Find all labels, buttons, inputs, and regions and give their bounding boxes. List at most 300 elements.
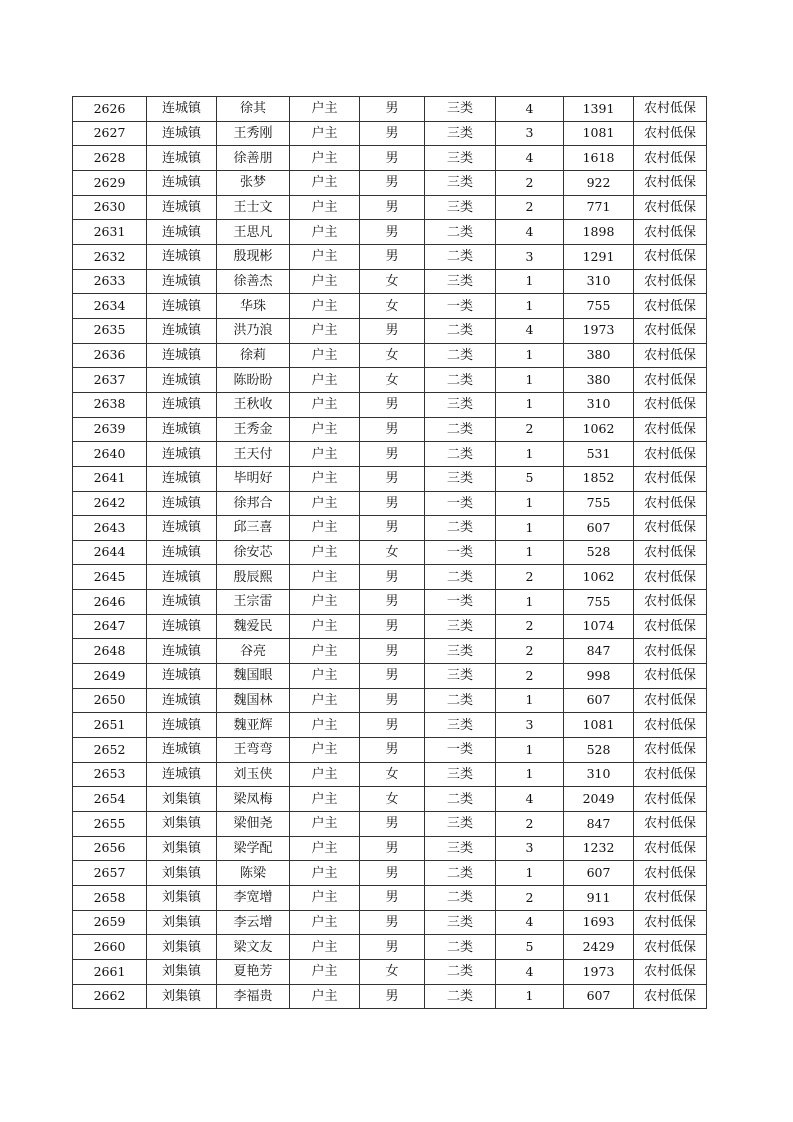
category-cell: 二类 [425,959,496,984]
gender-cell: 男 [360,516,425,541]
gender-cell: 男 [360,195,425,220]
table-row [73,343,707,368]
serial-number-cell: 2639 [73,417,147,442]
household-size-cell: 3 [496,713,564,738]
table-row [73,170,707,195]
serial-number-cell: 2644 [73,540,147,565]
amount-cell: 998 [564,664,634,689]
aid-type-cell: 农村低保 [634,713,707,738]
table-row [73,664,707,689]
aid-type-cell: 农村低保 [634,269,707,294]
household-size-cell: 4 [496,220,564,245]
town-cell: 刘集镇 [147,984,217,1009]
category-cell: 二类 [425,220,496,245]
name-cell: 李云增 [217,910,290,935]
relation-cell: 户主 [290,910,360,935]
relation-cell: 户主 [290,565,360,590]
name-cell: 华珠 [217,294,290,319]
relation-cell: 户主 [290,516,360,541]
relation-cell: 户主 [290,861,360,886]
serial-number-cell: 2635 [73,318,147,343]
serial-number-cell: 2649 [73,664,147,689]
relation-cell: 户主 [290,787,360,812]
table-row [73,442,707,467]
amount-cell: 380 [564,343,634,368]
relation-cell: 户主 [290,417,360,442]
table-row [73,910,707,935]
name-cell: 王宗雷 [217,590,290,615]
name-cell: 谷亮 [217,639,290,664]
gender-cell: 男 [360,812,425,837]
serial-number-cell: 2651 [73,713,147,738]
town-cell: 连城镇 [147,368,217,393]
category-cell: 二类 [425,417,496,442]
name-cell: 殷辰熙 [217,565,290,590]
table-row [73,294,707,319]
serial-number-cell: 2653 [73,762,147,787]
amount-cell: 1973 [564,959,634,984]
town-cell: 刘集镇 [147,910,217,935]
amount-cell: 1973 [564,318,634,343]
aid-type-cell: 农村低保 [634,910,707,935]
aid-type-cell: 农村低保 [634,97,707,122]
aid-type-cell: 农村低保 [634,639,707,664]
aid-type-cell: 农村低保 [634,886,707,911]
relation-cell: 户主 [290,269,360,294]
amount-cell: 755 [564,294,634,319]
town-cell: 连城镇 [147,442,217,467]
town-cell: 连城镇 [147,664,217,689]
gender-cell: 男 [360,417,425,442]
name-cell: 徐其 [217,97,290,122]
name-cell: 夏艳芳 [217,959,290,984]
name-cell: 殷现彬 [217,244,290,269]
name-cell: 徐安芯 [217,540,290,565]
serial-number-cell: 2643 [73,516,147,541]
relation-cell: 户主 [290,294,360,319]
serial-number-cell: 2626 [73,97,147,122]
serial-number-cell: 2641 [73,466,147,491]
gender-cell: 男 [360,146,425,171]
amount-cell: 1391 [564,97,634,122]
household-size-cell: 3 [496,836,564,861]
category-cell: 三类 [425,910,496,935]
category-cell: 三类 [425,614,496,639]
category-cell: 三类 [425,195,496,220]
aid-type-cell: 农村低保 [634,738,707,763]
category-cell: 三类 [425,97,496,122]
gender-cell: 男 [360,639,425,664]
amount-cell: 1074 [564,614,634,639]
town-cell: 刘集镇 [147,959,217,984]
town-cell: 连城镇 [147,318,217,343]
amount-cell: 1618 [564,146,634,171]
gender-cell: 女 [360,762,425,787]
name-cell: 梁文友 [217,935,290,960]
category-cell: 三类 [425,146,496,171]
relation-cell: 户主 [290,368,360,393]
town-cell: 连城镇 [147,738,217,763]
gender-cell: 男 [360,318,425,343]
household-size-cell: 1 [496,516,564,541]
aid-type-cell: 农村低保 [634,565,707,590]
category-cell: 三类 [425,392,496,417]
household-size-cell: 2 [496,886,564,911]
relation-cell: 户主 [290,121,360,146]
gender-cell: 男 [360,836,425,861]
gender-cell: 女 [360,540,425,565]
relation-cell: 户主 [290,442,360,467]
relation-cell: 户主 [290,491,360,516]
town-cell: 连城镇 [147,220,217,245]
town-cell: 连城镇 [147,713,217,738]
serial-number-cell: 2638 [73,392,147,417]
amount-cell: 755 [564,590,634,615]
relation-cell: 户主 [290,639,360,664]
town-cell: 连城镇 [147,392,217,417]
name-cell: 王士文 [217,195,290,220]
amount-cell: 911 [564,886,634,911]
serial-number-cell: 2659 [73,910,147,935]
amount-cell: 1062 [564,417,634,442]
name-cell: 梁凤梅 [217,787,290,812]
town-cell: 连城镇 [147,466,217,491]
table-row [73,97,707,122]
household-size-cell: 1 [496,392,564,417]
table-row [73,220,707,245]
amount-cell: 531 [564,442,634,467]
gender-cell: 男 [360,220,425,245]
town-cell: 连城镇 [147,762,217,787]
table-row [73,146,707,171]
aid-recipient-table [72,96,707,1009]
table-row [73,195,707,220]
town-cell: 刘集镇 [147,812,217,837]
name-cell: 王思凡 [217,220,290,245]
gender-cell: 男 [360,688,425,713]
serial-number-cell: 2662 [73,984,147,1009]
table-row [73,392,707,417]
household-size-cell: 1 [496,442,564,467]
name-cell: 李宽增 [217,886,290,911]
relation-cell: 户主 [290,466,360,491]
relation-cell: 户主 [290,886,360,911]
amount-cell: 1232 [564,836,634,861]
amount-cell: 1062 [564,565,634,590]
amount-cell: 771 [564,195,634,220]
serial-number-cell: 2633 [73,269,147,294]
town-cell: 连城镇 [147,195,217,220]
table-row [73,121,707,146]
amount-cell: 847 [564,639,634,664]
gender-cell: 男 [360,442,425,467]
name-cell: 李福贵 [217,984,290,1009]
table-row [73,491,707,516]
household-size-cell: 2 [496,195,564,220]
aid-type-cell: 农村低保 [634,516,707,541]
relation-cell: 户主 [290,97,360,122]
town-cell: 连城镇 [147,565,217,590]
table-row [73,836,707,861]
amount-cell: 1898 [564,220,634,245]
amount-cell: 607 [564,688,634,713]
household-size-cell: 1 [496,762,564,787]
table-row [73,269,707,294]
serial-number-cell: 2660 [73,935,147,960]
aid-type-cell: 农村低保 [634,762,707,787]
serial-number-cell: 2645 [73,565,147,590]
aid-type-cell: 农村低保 [634,491,707,516]
category-cell: 二类 [425,984,496,1009]
amount-cell: 2049 [564,787,634,812]
household-size-cell: 1 [496,984,564,1009]
aid-type-cell: 农村低保 [634,146,707,171]
serial-number-cell: 2642 [73,491,147,516]
serial-number-cell: 2650 [73,688,147,713]
relation-cell: 户主 [290,614,360,639]
serial-number-cell: 2657 [73,861,147,886]
serial-number-cell: 2630 [73,195,147,220]
household-size-cell: 4 [496,787,564,812]
household-size-cell: 1 [496,269,564,294]
category-cell: 一类 [425,491,496,516]
gender-cell: 男 [360,984,425,1009]
household-size-cell: 1 [496,368,564,393]
serial-number-cell: 2656 [73,836,147,861]
name-cell: 张梦 [217,170,290,195]
name-cell: 洪乃浪 [217,318,290,343]
relation-cell: 户主 [290,935,360,960]
table-row [73,614,707,639]
amount-cell: 1852 [564,466,634,491]
amount-cell: 607 [564,516,634,541]
town-cell: 连城镇 [147,688,217,713]
category-cell: 三类 [425,466,496,491]
table-row [73,540,707,565]
name-cell: 徐善朋 [217,146,290,171]
gender-cell: 男 [360,910,425,935]
amount-cell: 847 [564,812,634,837]
town-cell: 连城镇 [147,491,217,516]
serial-number-cell: 2637 [73,368,147,393]
town-cell: 连城镇 [147,540,217,565]
category-cell: 三类 [425,836,496,861]
relation-cell: 户主 [290,170,360,195]
table-row [73,516,707,541]
name-cell: 陈盼盼 [217,368,290,393]
name-cell: 王天付 [217,442,290,467]
aid-type-cell: 农村低保 [634,442,707,467]
household-size-cell: 2 [496,170,564,195]
household-size-cell: 1 [496,688,564,713]
gender-cell: 女 [360,368,425,393]
serial-number-cell: 2629 [73,170,147,195]
gender-cell: 女 [360,959,425,984]
table-row [73,590,707,615]
amount-cell: 1081 [564,713,634,738]
name-cell: 梁佃尧 [217,812,290,837]
household-size-cell: 1 [496,738,564,763]
category-cell: 二类 [425,935,496,960]
aid-type-cell: 农村低保 [634,466,707,491]
category-cell: 三类 [425,121,496,146]
serial-number-cell: 2631 [73,220,147,245]
aid-type-cell: 农村低保 [634,590,707,615]
table-row [73,466,707,491]
table-row [73,959,707,984]
category-cell: 三类 [425,269,496,294]
household-size-cell: 2 [496,417,564,442]
town-cell: 连城镇 [147,244,217,269]
gender-cell: 男 [360,861,425,886]
category-cell: 二类 [425,516,496,541]
gender-cell: 男 [360,491,425,516]
town-cell: 连城镇 [147,590,217,615]
serial-number-cell: 2661 [73,959,147,984]
aid-type-cell: 农村低保 [634,170,707,195]
aid-type-cell: 农村低保 [634,812,707,837]
gender-cell: 男 [360,565,425,590]
relation-cell: 户主 [290,392,360,417]
amount-cell: 1693 [564,910,634,935]
category-cell: 二类 [425,787,496,812]
name-cell: 刘玉侠 [217,762,290,787]
gender-cell: 男 [360,738,425,763]
relation-cell: 户主 [290,343,360,368]
name-cell: 徐邦合 [217,491,290,516]
name-cell: 王秋收 [217,392,290,417]
relation-cell: 户主 [290,195,360,220]
table-row [73,639,707,664]
gender-cell: 男 [360,590,425,615]
amount-cell: 922 [564,170,634,195]
amount-cell: 380 [564,368,634,393]
household-size-cell: 1 [496,294,564,319]
amount-cell: 2429 [564,935,634,960]
aid-type-cell: 农村低保 [634,959,707,984]
relation-cell: 户主 [290,540,360,565]
category-cell: 一类 [425,738,496,763]
name-cell: 毕明好 [217,466,290,491]
name-cell: 王秀金 [217,417,290,442]
category-cell: 三类 [425,713,496,738]
gender-cell: 男 [360,466,425,491]
aid-type-cell: 农村低保 [634,664,707,689]
name-cell: 徐莉 [217,343,290,368]
household-size-cell: 2 [496,664,564,689]
aid-type-cell: 农村低保 [634,368,707,393]
gender-cell: 男 [360,97,425,122]
aid-type-cell: 农村低保 [634,343,707,368]
household-size-cell: 2 [496,614,564,639]
aid-type-cell: 农村低保 [634,984,707,1009]
name-cell: 陈梁 [217,861,290,886]
gender-cell: 男 [360,121,425,146]
category-cell: 三类 [425,639,496,664]
serial-number-cell: 2646 [73,590,147,615]
gender-cell: 男 [360,664,425,689]
relation-cell: 户主 [290,984,360,1009]
relation-cell: 户主 [290,812,360,837]
household-size-cell: 5 [496,466,564,491]
table-row [73,417,707,442]
aid-type-cell: 农村低保 [634,836,707,861]
category-cell: 一类 [425,540,496,565]
town-cell: 连城镇 [147,269,217,294]
town-cell: 连城镇 [147,146,217,171]
household-size-cell: 4 [496,97,564,122]
household-size-cell: 2 [496,565,564,590]
amount-cell: 755 [564,491,634,516]
town-cell: 连城镇 [147,121,217,146]
category-cell: 一类 [425,294,496,319]
gender-cell: 男 [360,392,425,417]
town-cell: 连城镇 [147,614,217,639]
category-cell: 二类 [425,244,496,269]
household-size-cell: 3 [496,244,564,269]
household-size-cell: 1 [496,343,564,368]
table-row [73,688,707,713]
aid-type-cell: 农村低保 [634,417,707,442]
category-cell: 二类 [425,343,496,368]
gender-cell: 男 [360,886,425,911]
gender-cell: 女 [360,787,425,812]
name-cell: 邱三喜 [217,516,290,541]
name-cell: 徐善杰 [217,269,290,294]
relation-cell: 户主 [290,146,360,171]
relation-cell: 户主 [290,738,360,763]
amount-cell: 310 [564,269,634,294]
town-cell: 刘集镇 [147,836,217,861]
relation-cell: 户主 [290,688,360,713]
serial-number-cell: 2627 [73,121,147,146]
town-cell: 连城镇 [147,417,217,442]
relation-cell: 户主 [290,959,360,984]
aid-type-cell: 农村低保 [634,244,707,269]
town-cell: 刘集镇 [147,935,217,960]
household-size-cell: 5 [496,935,564,960]
amount-cell: 528 [564,738,634,763]
household-size-cell: 4 [496,146,564,171]
aid-type-cell: 农村低保 [634,195,707,220]
household-size-cell: 3 [496,121,564,146]
serial-number-cell: 2647 [73,614,147,639]
town-cell: 连城镇 [147,343,217,368]
household-size-cell: 4 [496,959,564,984]
town-cell: 刘集镇 [147,861,217,886]
serial-number-cell: 2655 [73,812,147,837]
aid-type-cell: 农村低保 [634,614,707,639]
relation-cell: 户主 [290,318,360,343]
serial-number-cell: 2658 [73,886,147,911]
table-row [73,368,707,393]
gender-cell: 男 [360,935,425,960]
serial-number-cell: 2632 [73,244,147,269]
gender-cell: 男 [360,614,425,639]
name-cell: 魏国眼 [217,664,290,689]
category-cell: 二类 [425,318,496,343]
household-size-cell: 2 [496,812,564,837]
table-row [73,762,707,787]
name-cell: 魏国林 [217,688,290,713]
table-row [73,565,707,590]
town-cell: 连城镇 [147,294,217,319]
serial-number-cell: 2636 [73,343,147,368]
category-cell: 二类 [425,688,496,713]
serial-number-cell: 2628 [73,146,147,171]
category-cell: 三类 [425,170,496,195]
relation-cell: 户主 [290,664,360,689]
